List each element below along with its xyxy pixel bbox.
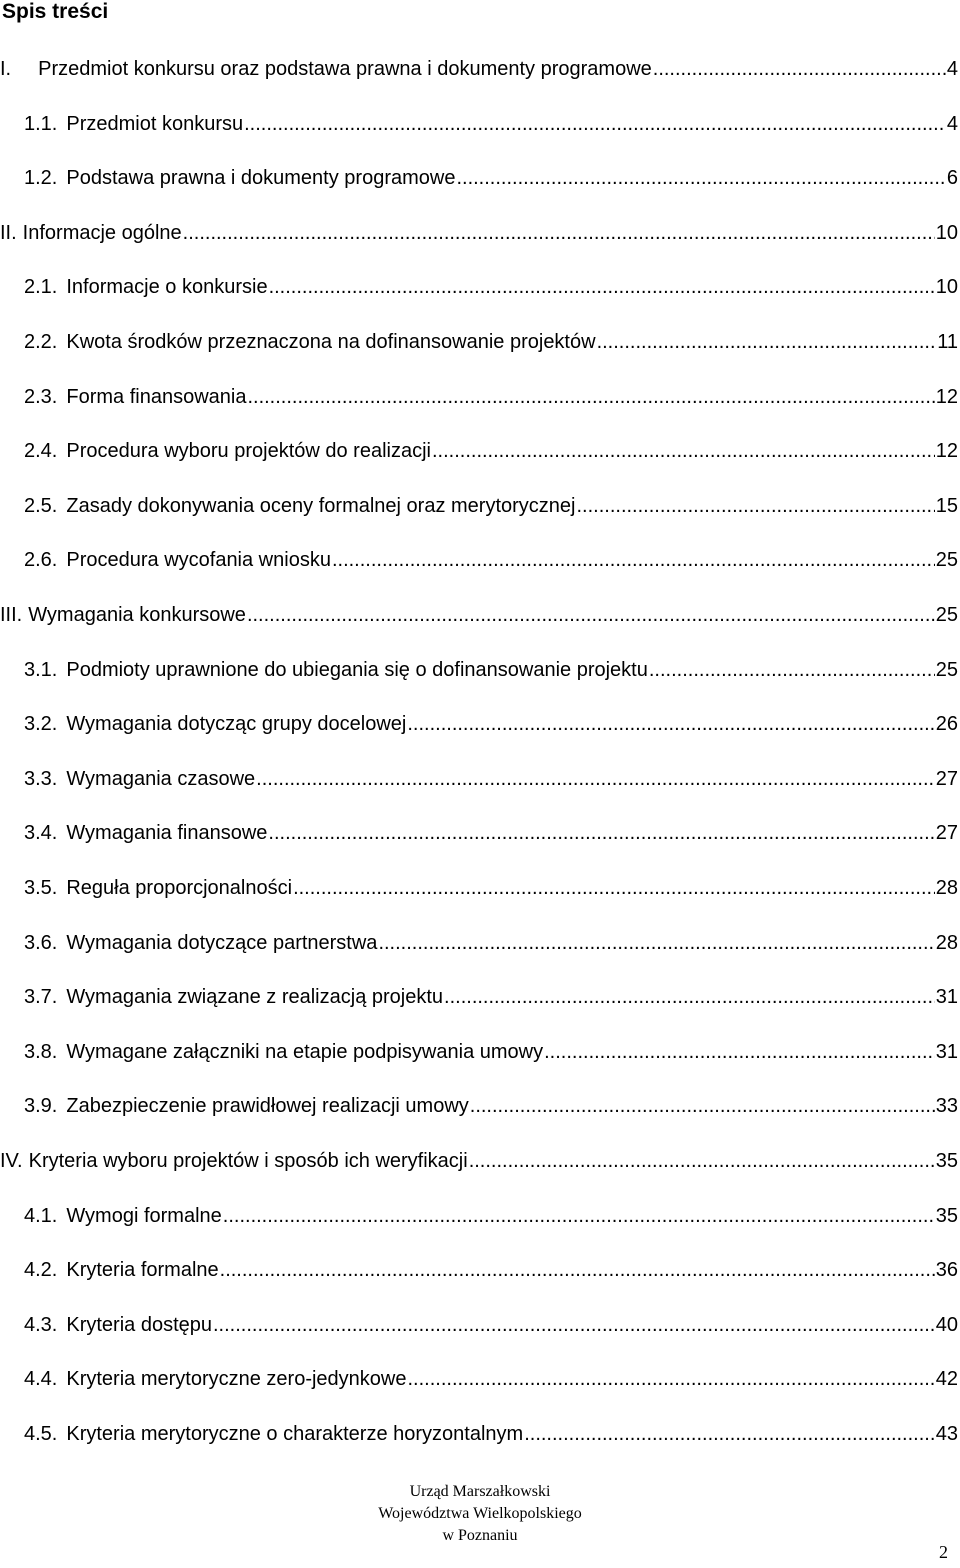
toc-entry-number: 2.3.: [24, 386, 58, 408]
toc-entry[interactable]: [24, 109, 958, 139]
toc-entry[interactable]: [0, 54, 958, 84]
toc-leader-dots: [332, 545, 935, 575]
toc-entry-page: 12: [935, 440, 958, 462]
footer-line-1: Urząd Marszałkowski: [409, 1483, 551, 1500]
toc-entry[interactable]: [24, 272, 958, 302]
toc-entry-heading: [24, 764, 255, 794]
toc-entry[interactable]: [24, 382, 958, 412]
toc-entry[interactable]: [24, 1310, 958, 1340]
toc-entry[interactable]: [24, 1255, 958, 1285]
toc-entry-title: Informacje o konkursie: [66, 276, 268, 298]
footer-line-2: Województwa Wielkopolskiego: [378, 1505, 582, 1522]
toc-leader-dots: [470, 1091, 935, 1121]
toc-entry[interactable]: [24, 982, 958, 1012]
page-number: 2: [939, 1542, 948, 1562]
toc-entry-number: 2.2.: [24, 331, 58, 353]
toc-leader-dots: [256, 764, 935, 794]
toc-entry-heading: [24, 1419, 523, 1449]
footer: [0, 1481, 960, 1547]
toc-entry-heading: [24, 1255, 219, 1285]
toc-entry-number: 4.2.: [24, 1259, 58, 1281]
toc-leader-dots: [469, 1146, 935, 1176]
toc-entry-title: Wymagania czasowe: [66, 768, 256, 790]
toc-entry-heading: [24, 1310, 212, 1340]
toc-entry-heading: [0, 54, 652, 84]
toc-entry-number: II.: [0, 222, 17, 244]
toc-entry-heading: [24, 709, 406, 739]
toc-leader-dots: [444, 982, 935, 1012]
toc-entry-page: 26: [935, 713, 958, 735]
toc-entry-number: 3.3.: [24, 768, 58, 790]
toc-entry[interactable]: [0, 600, 958, 630]
toc-entry-page: 27: [935, 768, 958, 790]
toc-entry-title: Wymagania finansowe: [66, 822, 268, 844]
toc-entry-heading: [24, 545, 331, 575]
toc-leader-dots: [223, 1201, 935, 1231]
toc-entry[interactable]: [24, 545, 958, 575]
toc-entry-page: 43: [935, 1423, 958, 1445]
toc-entry[interactable]: [24, 1364, 958, 1394]
toc-entry[interactable]: [24, 709, 958, 739]
toc-leader-dots: [269, 272, 935, 302]
toc-entry-number: 4.5.: [24, 1423, 58, 1445]
toc-entry-heading: [0, 600, 246, 630]
toc-entry-title: Kryteria dostępu: [66, 1314, 212, 1336]
toc-leader-dots: [247, 600, 935, 630]
toc-entry-title: Podmioty uprawnione do ubiegania się o dofinansowanie projektu: [66, 659, 648, 681]
toc-entry[interactable]: [24, 764, 958, 794]
toc-entry[interactable]: [24, 327, 958, 357]
toc-entry-heading: [24, 327, 596, 357]
toc-entry-page: 36: [935, 1259, 958, 1281]
toc-entry[interactable]: [24, 655, 958, 685]
toc-entry-page: 33: [935, 1095, 958, 1117]
toc-entry-title: Wymogi formalne: [66, 1205, 222, 1227]
toc-entry-page: 25: [935, 659, 958, 681]
toc-leader-dots: [544, 1037, 935, 1067]
toc-entry-page: 28: [935, 877, 958, 899]
toc-entry-number: 3.6.: [24, 932, 58, 954]
toc-entry-title: Zasady dokonywania oceny formalnej oraz merytorycznej: [66, 495, 576, 517]
toc-entry-title: Informacje ogólne: [22, 222, 182, 244]
toc-entry-number: 3.2.: [24, 713, 58, 735]
toc-entry-number: 2.5.: [24, 495, 58, 517]
toc-entry-heading: [0, 218, 182, 248]
toc-entry[interactable]: [24, 1091, 958, 1121]
toc-entry[interactable]: [24, 491, 958, 521]
toc-entry[interactable]: [0, 1146, 958, 1176]
toc-entry-page: 31: [935, 1041, 958, 1063]
toc-leader-dots: [456, 163, 945, 193]
toc-leader-dots: [213, 1310, 935, 1340]
toc-entry-title: Kryteria merytoryczne o charakterze horyzontalnym: [66, 1423, 524, 1445]
toc-entry-title: Wymagania dotyczące partnerstwa: [66, 932, 378, 954]
toc-entry-heading: [24, 1037, 543, 1067]
toc-entry-title: Wymagane załączniki na etapie podpisywania umowy: [66, 1041, 544, 1063]
toc-entry-page: 35: [935, 1150, 958, 1172]
toc-entry-page: 25: [935, 549, 958, 571]
toc-entry-number: 1.2.: [24, 167, 58, 189]
toc-entry-number: 3.8.: [24, 1041, 58, 1063]
toc-entry[interactable]: [24, 1037, 958, 1067]
toc-entry-heading: [24, 873, 292, 903]
toc-entry-page: 27: [935, 822, 958, 844]
toc-entry-number: IV.: [0, 1150, 23, 1172]
toc-entry-page: 6: [946, 167, 958, 189]
toc-entry-number: 4.3.: [24, 1314, 58, 1336]
toc-entry-heading: [24, 928, 377, 958]
toc-entry-page: 31: [935, 986, 958, 1008]
toc-entry-page: 25: [935, 604, 958, 626]
toc-leader-dots: [432, 436, 935, 466]
toc-entry-heading: [0, 1146, 468, 1176]
toc-entry[interactable]: [24, 163, 958, 193]
footer-line-3: w Poznaniu: [442, 1527, 518, 1544]
toc-entry-number: 3.5.: [24, 877, 58, 899]
toc-leader-dots: [524, 1419, 935, 1449]
page-title: Spis treści: [2, 0, 109, 23]
toc-leader-dots: [293, 873, 935, 903]
toc-entry-heading: [24, 1091, 469, 1121]
toc-leader-dots: [576, 491, 934, 521]
toc-entry-heading: [24, 1201, 222, 1231]
toc-entry[interactable]: [0, 218, 958, 248]
toc-entry-page: 15: [935, 495, 958, 517]
toc-entry-number: 4.4.: [24, 1368, 58, 1390]
toc-entry-title: Podstawa prawna i dokumenty programowe: [66, 167, 456, 189]
toc-entry-page: 28: [935, 932, 958, 954]
toc-entry-heading: [24, 109, 243, 139]
toc-entry-heading: [24, 982, 443, 1012]
toc-entry-heading: [24, 818, 267, 848]
toc-entry-page: 35: [935, 1205, 958, 1227]
toc-leader-dots: [244, 109, 946, 139]
toc-leader-dots: [649, 655, 935, 685]
toc-entry-page: 10: [935, 222, 958, 244]
toc-entry[interactable]: [24, 1419, 958, 1449]
toc-entry[interactable]: [24, 436, 958, 466]
toc-entry-number: 3.1.: [24, 659, 58, 681]
toc-entry-title: Kryteria merytoryczne zero-jedynkowe: [66, 1368, 407, 1390]
toc-entry-heading: [24, 655, 648, 685]
toc-entry-heading: [24, 1364, 406, 1394]
toc-leader-dots: [183, 218, 935, 248]
toc-leader-dots: [653, 54, 946, 84]
toc-entry-page: 4: [946, 58, 958, 80]
toc-entry-title: Forma finansowania: [66, 386, 247, 408]
toc-leader-dots: [407, 1364, 934, 1394]
toc-entry[interactable]: [24, 873, 958, 903]
toc-entry-number: 2.4.: [24, 440, 58, 462]
toc-leader-dots: [268, 818, 934, 848]
toc-entry[interactable]: [24, 928, 958, 958]
toc-entry-title: Przedmiot konkursu oraz podstawa prawna i dokumenty programowe: [38, 58, 652, 80]
toc-entry-number: III.: [0, 604, 23, 626]
toc-entry-title: Kwota środków przeznaczona na dofinansowanie projektów: [66, 331, 596, 353]
toc-entry-title: Wymagania dotycząc grupy docelowej: [66, 713, 407, 735]
toc-entry-title: Procedura wyboru projektów do realizacji: [66, 440, 431, 462]
toc-entry-heading: [24, 163, 455, 193]
toc-entry-page: 42: [935, 1368, 958, 1390]
toc-entry[interactable]: [24, 818, 958, 848]
toc-entry-title: Przedmiot konkursu: [66, 113, 244, 135]
toc-entry-heading: [24, 436, 431, 466]
toc-entry-title: Reguła proporcjonalności: [66, 877, 293, 899]
toc-entry-heading: [24, 382, 246, 412]
toc-entry-number: 3.9.: [24, 1095, 58, 1117]
toc-leader-dots: [220, 1255, 935, 1285]
toc-leader-dots: [378, 928, 934, 958]
toc-entry-number: 4.1.: [24, 1205, 58, 1227]
toc-entry-page: 10: [935, 276, 958, 298]
toc-entry[interactable]: [24, 1201, 958, 1231]
toc-entry-page: 11: [937, 331, 958, 353]
toc-entry-title: Zabezpieczenie prawidłowej realizacji umowy: [66, 1095, 469, 1117]
toc-leader-dots: [247, 382, 934, 412]
toc-entry-page: 4: [946, 113, 958, 135]
toc-entry-title: Procedura wycofania wniosku: [66, 549, 331, 571]
toc-entry-heading: [24, 272, 268, 302]
toc-entry-number: 1.1.: [24, 113, 58, 135]
toc-entry-page: 12: [935, 386, 958, 408]
toc-entry-heading: [24, 491, 575, 521]
toc-entry-number: 2.1.: [24, 276, 58, 298]
toc-entry-number: 3.7.: [24, 986, 58, 1008]
toc-entry-title: Kryteria formalne: [66, 1259, 219, 1281]
toc-leader-dots: [597, 327, 937, 357]
toc-entry-title: Kryteria wyboru projektów i sposób ich weryfikacji: [28, 1150, 468, 1172]
toc-entry-title: Wymagania związane z realizacją projektu: [66, 986, 444, 1008]
toc-leader-dots: [407, 709, 934, 739]
toc-entry-title: Wymagania konkursowe: [28, 604, 246, 626]
toc-entry-page: 40: [935, 1314, 958, 1336]
toc-entry-number: 2.6.: [24, 549, 58, 571]
toc-entry-number: 3.4.: [24, 822, 58, 844]
toc-entry-number: I.: [0, 58, 12, 80]
